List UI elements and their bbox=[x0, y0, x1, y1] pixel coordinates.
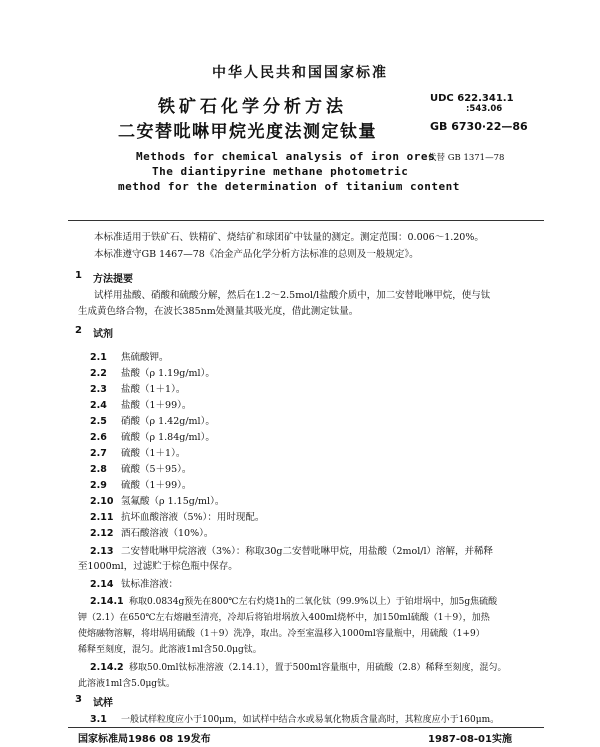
title-cn-line1: 铁矿石化学分析方法 bbox=[158, 97, 347, 117]
national-standard-heading: 中华人民共和国国家标准 bbox=[212, 65, 388, 81]
reagent-item: 2.3 盐酸（1＋1）。 bbox=[90, 384, 186, 395]
section-1-title: 方法提要 bbox=[93, 274, 133, 285]
reagent-item-2-14-2-cont: 此溶液1ml含5.0μg钛。 bbox=[78, 679, 176, 689]
reagent-item-2-14-2: 2.14.2 移取50.0ml钛标准溶液（2.14.1），置于500ml容量瓶中，用硫酸（2.8）稀释至刻度，混匀。 bbox=[90, 662, 507, 673]
reagent-item: 2.1 焦硫酸钾。 bbox=[90, 352, 169, 363]
reagent-item: 2.8 硫酸（5＋95）。 bbox=[90, 464, 192, 475]
reagent-item-2-14-1-cont: 使熔融物溶解，将坩埚用硫酸（1＋9）洗净，取出。冷至室温移入1000ml容量瓶中，用硫酸（1+9） bbox=[78, 629, 485, 639]
reagent-item-2-14-1-cont: 稀释至刻度，混匀。此溶液1ml含50.0μg钛。 bbox=[78, 645, 262, 655]
intro-compliance: 本标准遵守GB 1467—78《冶金产品化学分析方法标准的总则及一般规定》。 bbox=[94, 249, 419, 260]
reagent-item: 2.2 盐酸（ρ 1.19g/ml）。 bbox=[90, 368, 215, 379]
section-2-number: 2 bbox=[75, 325, 82, 336]
udc-code-line1: UDC 622.341.1 bbox=[430, 93, 514, 104]
reagent-item: 2.9 硫酸（1＋99）。 bbox=[90, 480, 192, 491]
reagent-item: 2.6 硫酸（ρ 1.84g/ml）。 bbox=[90, 432, 215, 443]
title-en-line3: method for the determination of titanium content bbox=[118, 180, 460, 193]
title-en-line1: Methods for chemical analysis of iron ores bbox=[136, 150, 436, 163]
reagent-item: 2.5 硝酸（ρ 1.42g/ml）。 bbox=[90, 416, 215, 427]
title-cn-line2: 二安替吡啉甲烷光度法测定钛量 bbox=[118, 122, 377, 142]
reagent-item: 2.4 盐酸（1＋99）。 bbox=[90, 400, 192, 411]
reagent-item-2-13-cont: 至1000ml，过滤贮于棕色瓶中保存。 bbox=[78, 561, 238, 572]
section-2-title: 试剂 bbox=[93, 329, 113, 340]
section-1-number: 1 bbox=[75, 270, 82, 281]
reagent-item-2-13: 2.13 二安替吡啉甲烷溶液（3%）：称取30g二安替吡啉甲烷，用盐酸（2mol/l）溶解，并稀释 bbox=[90, 546, 494, 557]
reagent-item: 2.11 抗坏血酸溶液（5%）：用时现配。 bbox=[90, 512, 265, 523]
reagent-item-2-14-1-cont: 钾（2.1）在650℃左右熔融至清亮，冷却后将铂坩埚放入400ml烧杯中，加150ml硫酸（1＋9），加热 bbox=[78, 613, 490, 623]
approval-date: 国家标准局1986 08 19发布 bbox=[78, 734, 211, 745]
replaces-standard: 代替 GB 1371—78 bbox=[428, 153, 505, 163]
gb-number: GB 6730·22—86 bbox=[430, 120, 528, 133]
reagent-item: 2.10 氢氟酸（ρ 1.15g/ml）。 bbox=[90, 496, 225, 507]
reagent-item: 2.7 硫酸（1＋1）。 bbox=[90, 448, 186, 459]
udc-code-line2: :543.06 bbox=[466, 104, 503, 114]
footer-divider bbox=[68, 727, 544, 728]
section-3-title: 试样 bbox=[93, 698, 113, 709]
reagent-item-2-14: 2.14 钛标准溶液： bbox=[90, 579, 179, 590]
header-divider bbox=[68, 220, 544, 221]
sample-item-3-1: 3.1 一般试样粒度应小于100μm，如试样中结合水或易氧化物质含量高时，其粒度应小于160μm。 bbox=[90, 714, 500, 725]
section-3-number: 3 bbox=[75, 694, 82, 705]
reagent-item: 2.12 酒石酸溶液（10%）。 bbox=[90, 528, 214, 539]
intro-scope: 本标准适用于铁矿石、铁精矿、烧结矿和球团矿中钛量的测定。测定范围：0.006～1.20%。 bbox=[94, 232, 484, 243]
reagent-item-2-14-1: 2.14.1 称取0.0834g预先在800℃左右灼烧1h的二氧化钛（99.9%以上）于铂坩埚中，加5g焦硫酸 bbox=[90, 596, 498, 607]
implementation-date: 1987-08-01实施 bbox=[428, 734, 512, 745]
section-1-line1: 试样用盐酸、硝酸和硫酸分解，然后在1.2～2.5mol/l盐酸介质中，加二安替吡啉甲烷，使与钛 bbox=[94, 290, 491, 301]
section-1-line2: 生成黄色络合物，在波长385nm处测量其吸光度，借此测定钛量。 bbox=[78, 306, 359, 317]
title-en-line2: The diantipyrine methane photometric bbox=[152, 165, 409, 178]
